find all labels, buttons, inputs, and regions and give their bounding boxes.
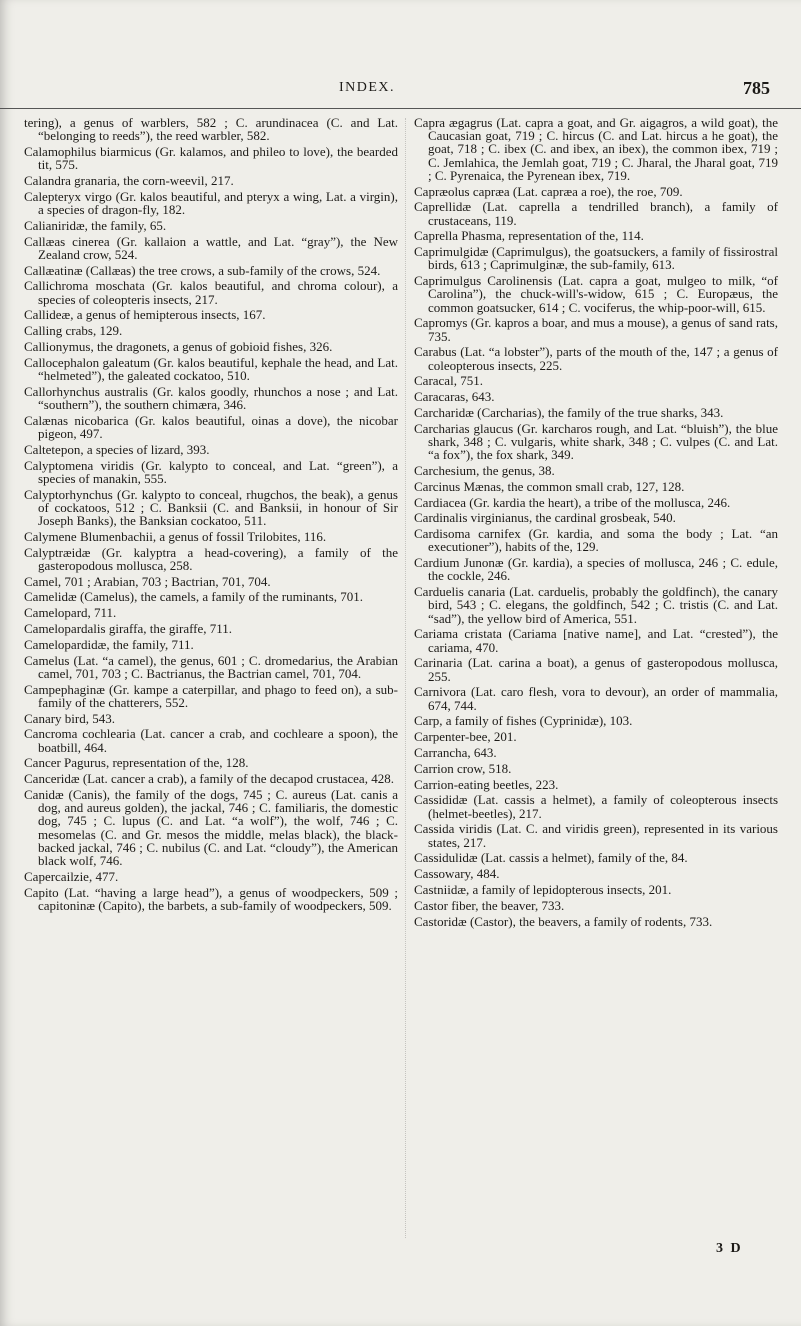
index-entry: Callorhynchus australis (Gr. kalos goodly, rhunchos a nose ; and Lat. “southern”), the southern chimæra, 346. [24, 383, 398, 412]
index-entry: Camelopardidæ, the family, 711. [24, 636, 194, 652]
index-entry: Carduelis canaria (Lat. carduelis, probably the goldfinch), the canary bird, 543 ; C. elegans, the goldfinch, 542 ; C. tristis (C. and Lat. “sad”), the yellow bird of America, 551. [414, 584, 778, 626]
index-entry: Cassididæ (Lat. cassis a helmet), a family of coleopterous insects (helmet-beetles), 217. [414, 792, 778, 821]
index-entry: Cancer Pagurus, representation of the, 128. [24, 755, 249, 771]
index-entry: Cariama cristata (Cariama [native name], and Lat. “crested”), the cariama, 470. [414, 626, 778, 655]
index-entry: Caprella Phasma, representation of the, 114. [414, 228, 644, 244]
header-rule [0, 108, 801, 109]
index-entry: Camelidæ (Camelus), the camels, a family of the ruminants, 701. [24, 589, 364, 605]
right-column [414, 116, 778, 930]
index-entry: Carcinus Mænas, the common small crab, 127, 128. [414, 478, 685, 494]
index-entry: Calænas nicobarica (Gr. kalos beautiful, oinas a dove), the nicobar pigeon, 497. [24, 412, 398, 441]
index-entry: Castor fiber, the beaver, 733. [414, 897, 565, 913]
index-entry: Cardinalis virginianus, the cardinal grosbeak, 540. [414, 510, 676, 526]
index-entry: Camelopard, 711. [24, 605, 117, 621]
index-entry: Capito (Lat. “having a large head”), a genus of woodpeckers, 509 ; capitoninæ (Capito), the barbets, a sub-family of woodpeckers, 509. [24, 884, 398, 913]
index-entry: Castniidæ, a family of lepidopterous insects, 201. [414, 881, 672, 897]
index-entry: Carchesium, the genus, 38. [414, 463, 555, 478]
index-entry: Camelopardalis giraffa, the giraffe, 711. [24, 620, 233, 636]
index-entry: Carcharias glaucus (Gr. karcharos rough, and Lat. “bluish”), the blue shark, 348 ; C. vulgaris, white shark, 348 ; C. vulpes (C. and Lat. “a fox”), the fox shark, 349. [414, 420, 778, 463]
index-entry: Cardisoma carnifex (Gr. kardia, and soma the body ; Lat. “an executioner”), habits of the, 129. [414, 526, 778, 555]
index-entry: Cardium Junonæ (Gr. kardia), a species of mollusca, 246 ; C. edule, the cockle, 246. [414, 555, 778, 584]
index-entry: tering), a genus of warblers, 582 ; C. arundinacea (C. and Lat. “belonging to reeds”), the reed warbler, 582. [24, 115, 398, 144]
index-entry: Calyptræidæ (Gr. kalyptra a head-covering), a family of the gasteropodous mollusca, 258. [24, 544, 398, 573]
index-entry: Calamophilus biarmicus (Gr. kalamos, and phileo to love), the bearded tit, 575. [24, 144, 398, 173]
index-entry: Callæatinæ (Callæas) the tree crows, a sub-family of the crows, 524. [24, 262, 381, 278]
index-entry: Campephaginæ (Gr. kampe a caterpillar, and phago to feed on), a sub-family of the chatterers, 552. [24, 681, 398, 710]
index-entry: Canidæ (Canis), the family of the dogs, 745 ; C. aureus (Lat. canis a dog, and aureus golden), the jackal, 746 ; C. familiaris, the domestic dog, 745 ; C. lupus (C. and Lat. “a wolf”), the wolf, 746 ; C. mesomelas (C. and Gr. mesos the middle, melas black), the black-backed jackal, 746 ; C. nubilus (C. and Lat. “cloudy”), the American black wolf, 746. [24, 786, 398, 868]
index-entry: Capra ægagrus (Lat. capra a goat, and Gr. aigagros, a wild goat), the Caucasian goat, 719 ; C. hircus (C. and Lat. hircus a he goat), the goat, 718 ; C. ibex (C. and ibex, an ibex), the common ibex, 719 ; C. Jemlahica, the Jemlah goat, 719 ; C. Jharal, the Jharal goat, 719 ; C. Pyrenaica, the Pyrenean ibex, 719. [414, 115, 778, 183]
index-entry: Capræolus capræa (Lat. capræa a roe), the roe, 709. [414, 183, 683, 199]
index-entry: Caprimulgus Carolinensis (Lat. capra a goat, mulgeo to milk, “of Carolina”), the chuck-will's-widow, 615 ; C. Europæus, the common goatsucker, 614 ; C. vociferus, the whip-poor-will, 615. [414, 273, 778, 315]
index-entry: Calling crabs, 129. [24, 323, 123, 339]
index-entry: Carpenter-bee, 201. [414, 729, 517, 745]
index-entry: Callionymus, the dragonets, a genus of gobioid fishes, 326. [24, 338, 333, 354]
index-entry: Calepteryx virgo (Gr. kalos beautiful, and pteryx a wing, Lat. a virgin), a species of dragon-fly, 182. [24, 188, 398, 217]
index-entry: Callocephalon galeatum (Gr. kalos beautiful, kephale the head, and Lat. “helmeted”), the galeated cockatoo, 510. [24, 354, 398, 383]
index-entry: Carp, a family of fishes (Cyprinidæ), 103. [414, 713, 633, 729]
index-entry: Cardiacea (Gr. kardia the heart), a tribe of the mollusca, 246. [414, 494, 731, 510]
index-entry: Carrion-eating beetles, 223. [414, 776, 559, 792]
index-entry: Carrancha, 643. [414, 744, 497, 760]
page-header [0, 78, 801, 102]
index-entry: Carnivora (Lat. caro flesh, vora to devour), an order of mammalia, 674, 744. [414, 684, 778, 713]
index-entry: Carrion crow, 518. [414, 760, 512, 776]
index-entry: Callichroma moschata (Gr. kalos beautiful, and chroma colour), a species of coleopteris insects, 217. [24, 278, 398, 307]
index-entry: Cassida viridis (Lat. C. and viridis green), represented in its various states, 217. [414, 821, 778, 850]
index-entry: Calyptorhynchus (Gr. kalypto to conceal, rhugchos, the beak), a genus of cockatoos, 512 ; C. Banksii (C. and Banksii, in honour of Sir Joseph Banks), the Banksian cockatoo, 511. [24, 486, 398, 528]
index-entry: Callæas cinerea (Gr. kallaion a wattle, and Lat. “gray”), the New Zealand crow, 524. [24, 233, 398, 262]
index-entry: Calianiridæ, the family, 65. [24, 217, 167, 233]
index-entry: Caprimulgidæ (Caprimulgus), the goatsuckers, a family of fissirostral birds, 613 ; Caprimulginæ, the sub-family, 613. [414, 244, 778, 273]
index-entry: Callideæ, a genus of hemipterous insects, 167. [24, 307, 266, 323]
index-entry: Cancroma cochlearia (Lat. cancer a crab, and cochleare a spoon), the boatbill, 464. [24, 726, 398, 755]
index-entry: Canary bird, 543. [24, 710, 115, 726]
index-entry: Camelus (Lat. “a camel), the genus, 601 ; C. dromedarius, the Arabian camel, 701, 703 ; C. Bactrianus, the Bactrian camel, 701, 704. [24, 652, 398, 681]
index-entry: Caracal, 751. [414, 373, 483, 389]
index-entry: Carcharidæ (Carcharias), the family of the true sharks, 343. [414, 405, 724, 420]
signature-mark: 3 D [716, 1241, 743, 1256]
index-entry: Caracaras, 643. [414, 389, 495, 405]
index-entry: Calandra granaria, the corn-weevil, 217. [24, 173, 234, 188]
index-entry: Cassidulidæ (Lat. cassis a helmet), family of the, 84. [414, 850, 688, 866]
page-number: 785 [743, 78, 770, 98]
index-entry: Capromys (Gr. kapros a boar, and mus a mouse), a genus of sand rats, 735. [414, 315, 778, 344]
index-entry: Capercailzie, 477. [24, 868, 119, 884]
index-entry: Cassowary, 484. [414, 866, 500, 882]
index-entry: Calyptomena viridis (Gr. kalypto to conceal, and Lat. “green”), a species of manakin, 555. [24, 457, 398, 486]
column-divider [405, 118, 406, 1238]
index-entry: Castoridæ (Castor), the beavers, a family of rodents, 733. [414, 913, 713, 929]
index-entry: Camel, 701 ; Arabian, 703 ; Bactrian, 701, 704. [24, 573, 271, 589]
index-entry: Carabus (Lat. “a lobster”), parts of the mouth of the, 147 ; a genus of coleopterous insects, 225. [414, 344, 778, 373]
index-entry: Carinaria (Lat. carina a boat), a genus of gasteropodous mollusca, 255. [414, 655, 778, 684]
running-head: INDEX. [339, 80, 396, 95]
index-entry: Caltetepon, a species of lizard, 393. [24, 441, 210, 457]
index-entry: Canceridæ (Lat. cancer a crab), a family of the decapod crustacea, 428. [24, 771, 394, 787]
index-entry: Caprellidæ (Lat. caprella a tendrilled branch), a family of crustaceans, 119. [414, 199, 778, 228]
index-entry: Calymene Blumenbachii, a genus of fossil Trilobites, 116. [24, 528, 327, 544]
left-column [24, 116, 398, 915]
